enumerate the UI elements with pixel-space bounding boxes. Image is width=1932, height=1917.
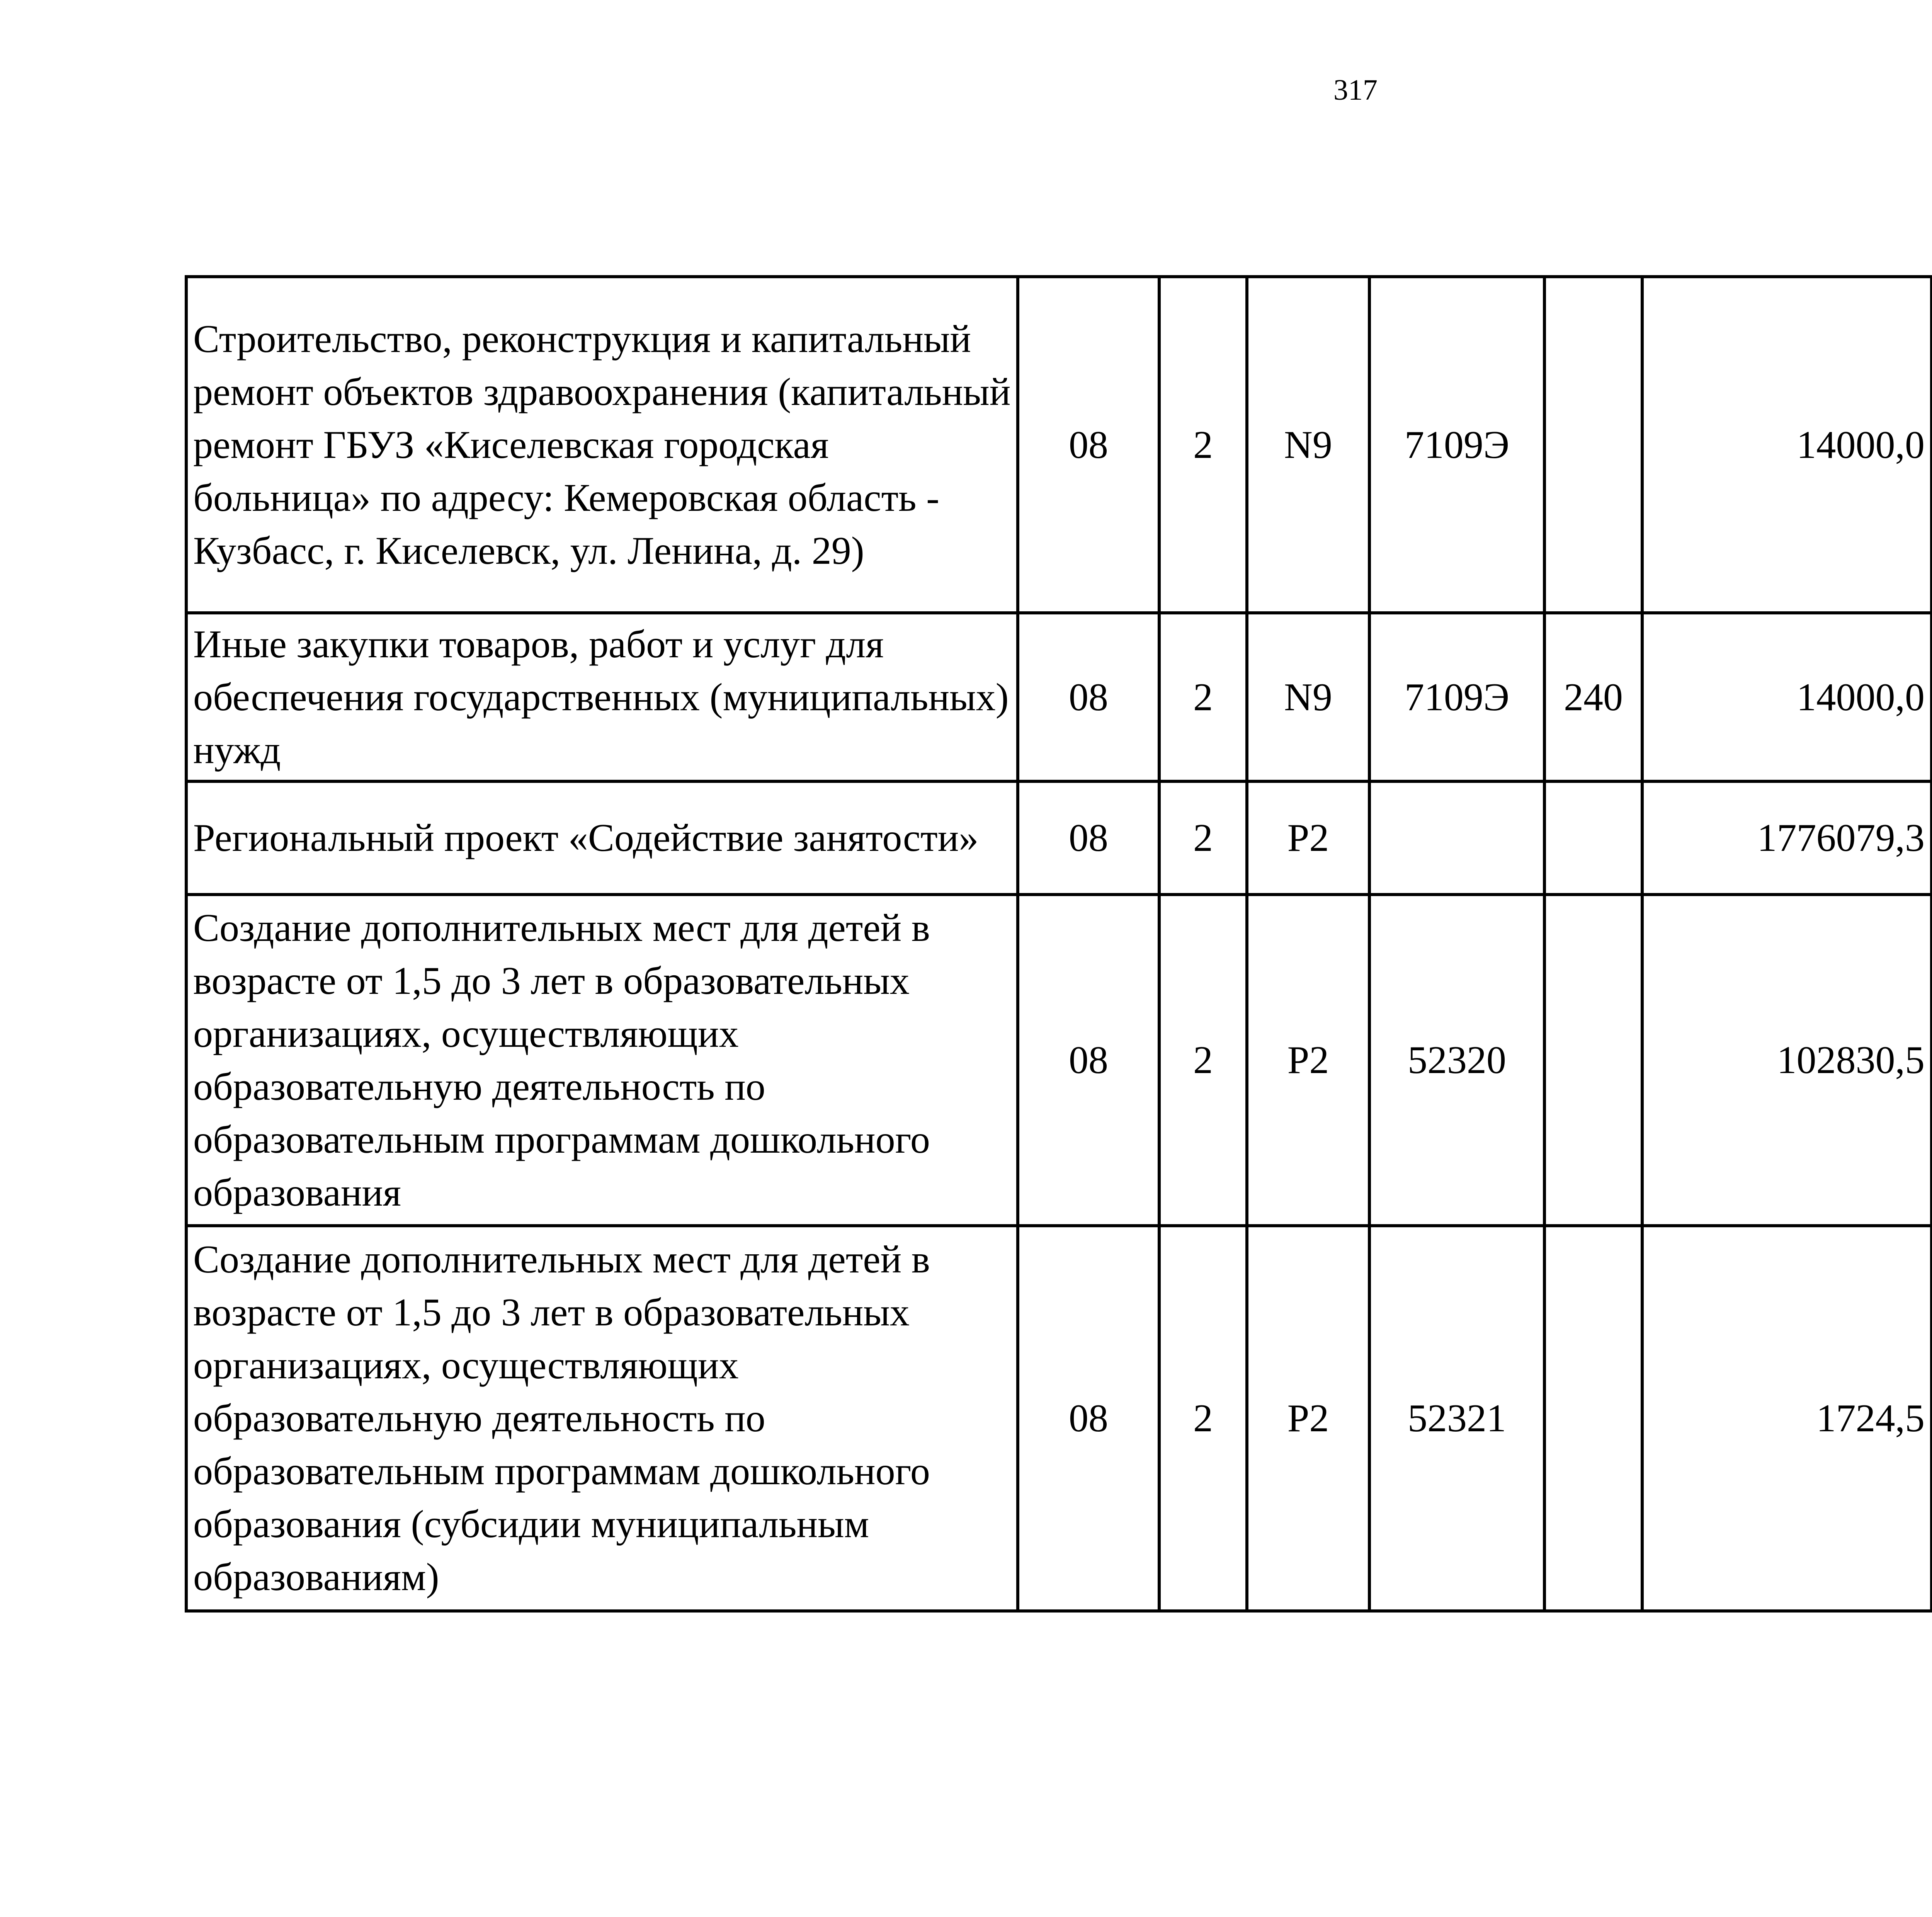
program-code: 2 [1159,895,1247,1226]
expense-code [1369,781,1544,895]
expense-kind [1544,277,1642,613]
section-code: 08 [1018,895,1159,1226]
section-code: 08 [1018,277,1159,613]
row-name: Создание дополнительных мест для детей в возрасте от 1,5 до 3 лет в образовательных организациях, осуществляющих образовательную деятельность по образовательным программам дошкольного образования (субсидии муниципальным образованиям) [186,1226,1018,1611]
table-row [186,895,1932,1226]
section-code: 08 [1018,1226,1159,1611]
budget-table [185,275,1932,1613]
amount-1: 102830,5 [1642,895,1932,1226]
amount-1: 14000,0 [1642,613,1932,781]
row-name: Строительство, реконструкция и капитальный ремонт объектов здравоохранения (капитальный ремонт ГБУЗ «Киселевская городская больница» по адресу: Кемеровская область - Кузбасс, г. Киселевск, ул. Ленина, д. 29) [186,277,1018,613]
project-code: N9 [1247,613,1369,781]
table-row [186,781,1932,895]
expense-code: 52320 [1369,895,1544,1226]
row-name: Региональный проект «Содействие занятости» [186,781,1018,895]
row-name: Иные закупки товаров, работ и услуг для обеспечения государственных (муниципальных) нужд [186,613,1018,781]
amount-1: 14000,0 [1642,277,1932,613]
project-code: P2 [1247,895,1369,1226]
expense-code: 7109Э [1369,277,1544,613]
program-code: 2 [1159,277,1247,613]
project-code: P2 [1247,1226,1369,1611]
table-row [186,1226,1932,1611]
expense-kind [1544,895,1642,1226]
expense-kind: 240 [1544,613,1642,781]
row-name: Создание дополнительных мест для детей в возрасте от 1,5 до 3 лет в образовательных организациях, осуществляющих образовательную деятельность по образовательным программам дошкольного образования [186,895,1018,1226]
section-code: 08 [1018,613,1159,781]
expense-kind [1544,781,1642,895]
project-code: N9 [1247,277,1369,613]
project-code: P2 [1247,781,1369,895]
program-code: 2 [1159,1226,1247,1611]
section-code: 08 [1018,781,1159,895]
program-code: 2 [1159,781,1247,895]
program-code: 2 [1159,613,1247,781]
table-row [186,613,1932,781]
table-row [186,277,1932,613]
page-number: 317 [1333,74,1378,106]
amount-1: 1724,5 [1642,1226,1932,1611]
expense-code: 52321 [1369,1226,1544,1611]
expense-kind [1544,1226,1642,1611]
expense-code: 7109Э [1369,613,1544,781]
amount-1: 1776079,3 [1642,781,1932,895]
